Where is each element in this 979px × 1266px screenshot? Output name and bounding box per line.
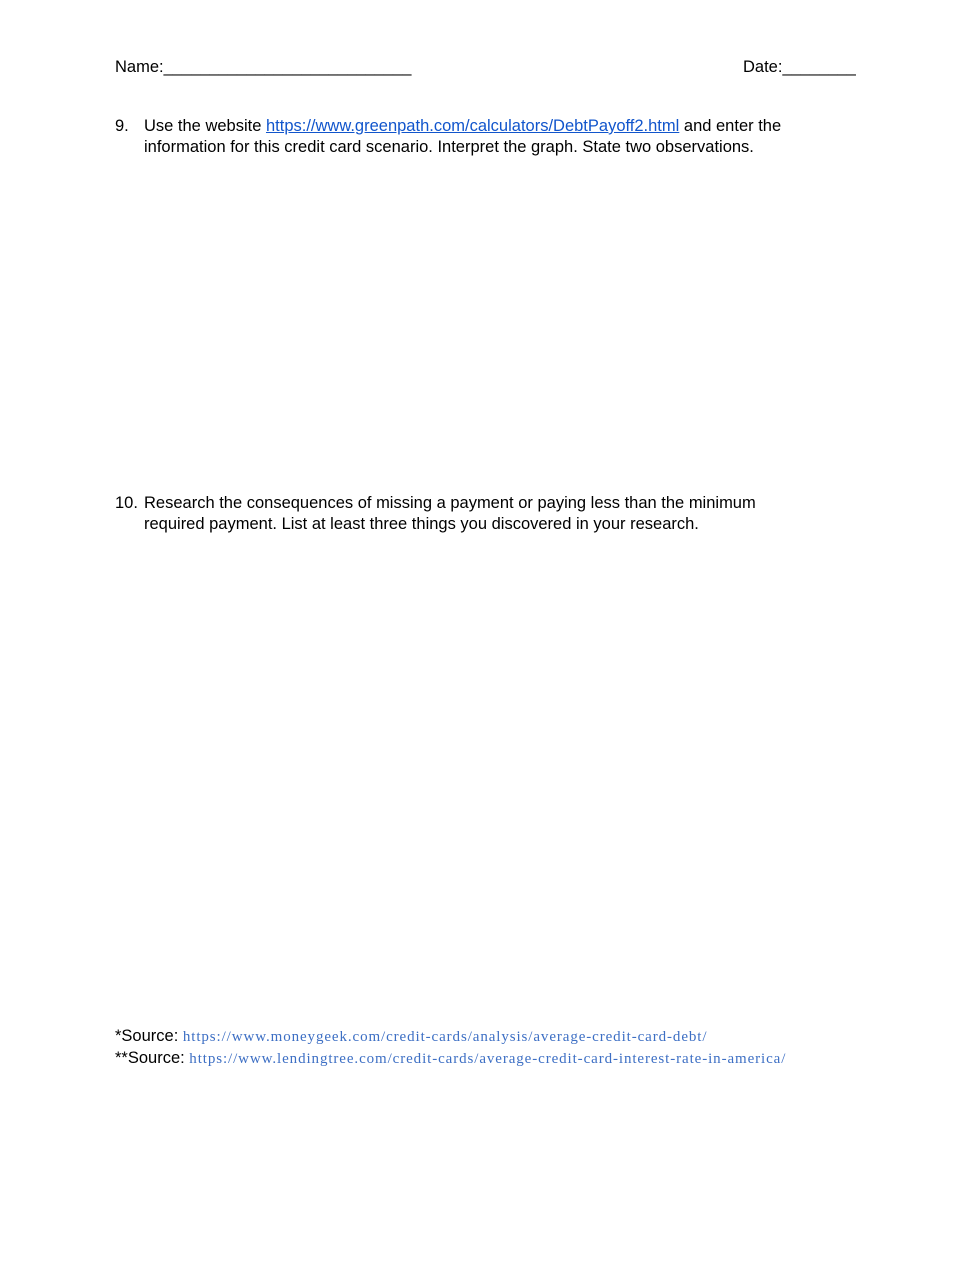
date-label: Date: xyxy=(743,58,783,76)
question-line-1 xyxy=(144,116,781,137)
question-line-2: information for this credit card scenario. Interpret the graph. State two observations. xyxy=(144,137,754,156)
sources-list xyxy=(115,1026,786,1070)
question-text xyxy=(144,493,756,534)
name-label: Name: xyxy=(115,58,164,76)
lendingtree-source-link[interactable]: https://www.lendingtree.com/credit-cards/average-credit-card-interest-rate-in-america/ xyxy=(189,1051,787,1067)
moneygeek-source-link[interactable]: https://www.moneygeek.com/credit-cards/analysis/average-credit-card-debt/ xyxy=(182,1029,708,1045)
name-field xyxy=(115,58,411,77)
date-blank[interactable]: ________ xyxy=(782,58,856,76)
question-number: 10. xyxy=(115,494,138,512)
question-text-segment: and enter the xyxy=(679,117,782,135)
date-field xyxy=(743,58,856,77)
question-number: 9. xyxy=(115,117,129,135)
question-line-2: required payment. List at least three things you discovered in your research. xyxy=(144,514,699,533)
question-text-segment: Use the website xyxy=(144,117,266,135)
source-row xyxy=(115,1048,786,1070)
question-text xyxy=(144,116,781,157)
question-line-1: Research the consequences of missing a payment or paying less than the minimum xyxy=(144,494,756,512)
greenpath-calculator-link[interactable]: https://www.greenpath.com/calculators/DebtPayoff2.html xyxy=(265,117,680,135)
source-label: *Source: xyxy=(115,1027,183,1045)
source-row xyxy=(115,1026,786,1048)
source-label: **Source: xyxy=(115,1049,190,1067)
name-blank[interactable]: ___________________________ xyxy=(163,58,412,76)
